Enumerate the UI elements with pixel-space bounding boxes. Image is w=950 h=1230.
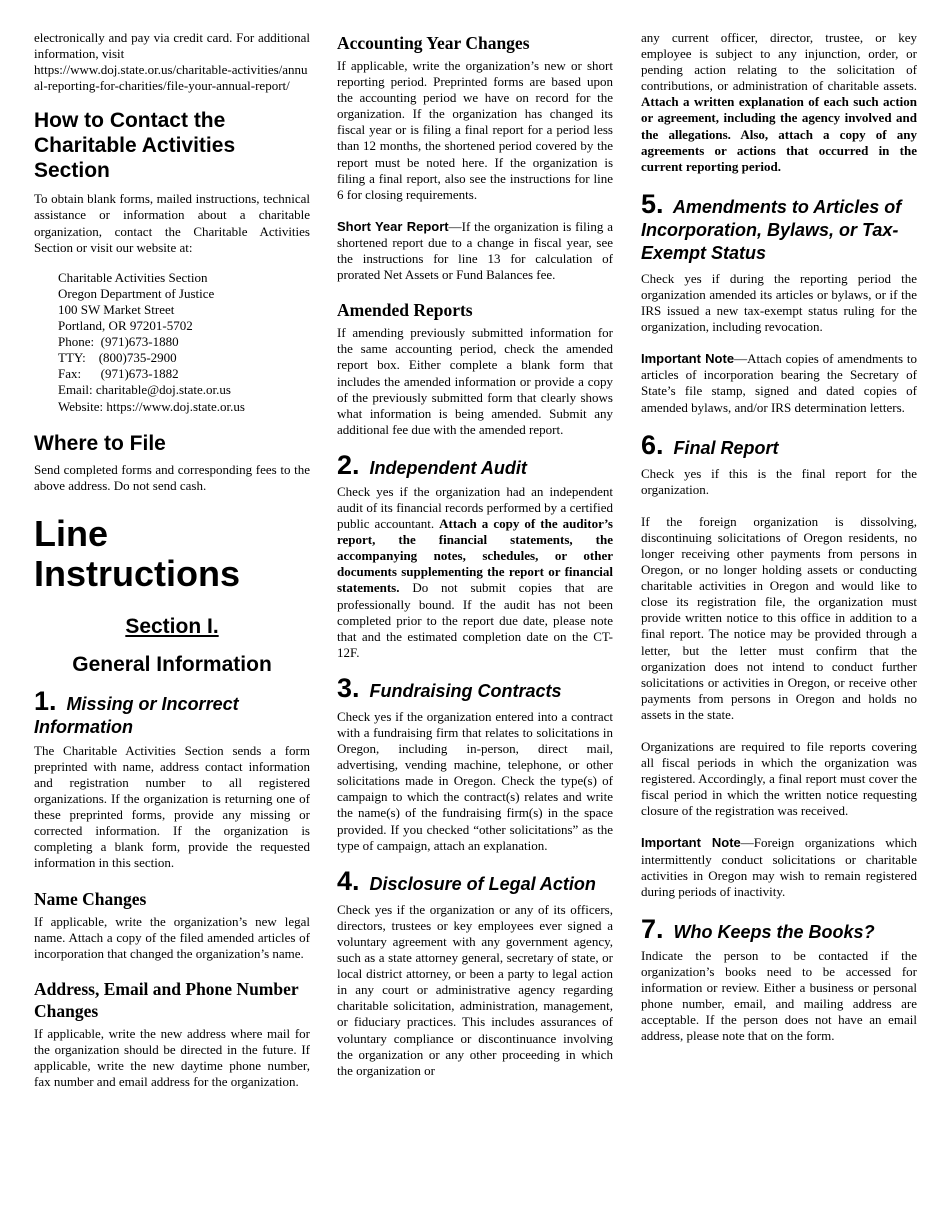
item6-heading: 6. Final Report: [641, 429, 779, 460]
item6-text-dissolving: If the foreign organization is dissolving, discontinuing solicitations of Oregon residents, no longer receiving other payments from persons in Oregon, or no longer holding assets or conducting charitable activities in Oregon and would like to close its registration file, the organization must provide written notice to this office in addition to a final report. The notice may be provided through a letter, but the letter must confirm that the organization does not intend to conduct further solicitations or activities in Oregon, or receive other payments from persons in Oregon and holds no assets in the state.: [641, 513, 917, 722]
address-line: Charitable Activities Section: [58, 269, 208, 285]
section-title: General Information: [72, 652, 272, 676]
address-block: [34, 270, 310, 415]
important-note-label: Important Note: [641, 351, 735, 367]
address-changes-heading: Address, Email and Phone Number Changes: [34, 978, 299, 1021]
item6-note: Important Note—Foreign organizations which intermittently conduct solicitations or charitable activities in Oregon may wish to remain registered during periods of inactivity.: [641, 835, 917, 899]
address-email: Email: charitable@doj.state.or.us: [58, 382, 231, 398]
important-note-label: Important Note: [641, 835, 741, 851]
item7-text: Indicate the person to be contacted if the organization’s books need to be accessed for information or review. Either a business or personal phone number, email, and mailing address are acceptable. If the person does not have an email address, please note that on the form.: [641, 947, 917, 1044]
item1-heading: 1. Missing or Incorrect Information: [34, 685, 239, 737]
where-to-file-heading: Where to File: [34, 431, 166, 455]
contact-text: To obtain blank forms, mailed instructions, technical assistance or information about a charitable organization, contact the Charitable Activities Section or visit our website at:: [34, 191, 310, 255]
accounting-heading: Accounting Year Changes: [337, 33, 530, 53]
amended-text: If amending previously submitted information for the same accounting period, check the amended report box. Either complete a blank form that includes the amended information or provide a copy of the previously submitted form that clearly shows what information is being amended. Submit any additional fee due with the amended report.: [337, 325, 613, 437]
item5-heading: 5. Amendments to Articles of Incorporation, Bylaws, or Tax-Exempt Status: [641, 188, 902, 263]
where-to-file-text: Send completed forms and corresponding fees to the above address. Do not send cash.: [34, 461, 310, 493]
item3-text: Check yes if the organization entered into a contract with a fundraising firm that relates to solicitations in Oregon, including in-person, direct mail, advertising, vending machine, telephone, or other solicitations made in Oregon. Check the type(s) of campaign to which the contract(s) relates and write the name(s) of the fundraising firm(s) in the space provided. If you checked “other solicitations” as the type of campaign, attach an explanation.: [337, 708, 613, 853]
item4-continued-text: any current officer, director, trustee, or key employee is subject to any injunction, order, or pending action relating to the solicitation of contributions, or administration of charitable assets. Attach a written explanation of each such action or agreement, including the agency involved and the allegations. Also, attach a copy of any agreements or actions that occurred in the current reporting period.: [641, 30, 917, 174]
item5-note: Important Note—Attach copies of amendments to articles of incorporation bearing the Secretary of State’s file stamp, signed and dated copies of amended bylaws, and/or IRS determination letters.: [641, 351, 917, 415]
column-middle: [337, 30, 613, 1079]
item6-text: Check yes if this is the final report for the organization.: [641, 465, 917, 497]
item7-heading: 7. Who Keeps the Books?: [641, 913, 875, 944]
item2-text: Check yes if the organization had an independent audit of its financial records performed by a certified public accountant. Attach a copy of the auditor’s report, the financial statements, the accompanying notes, schedules, or other documents supplementing the report or financial statements. Do not submit copies that are professionally bound. If the audit has not been completed prior to the report due date, please note that and the estimated completion date on the CT-12F.: [337, 483, 613, 660]
address-website: Website: https://www.doj.state.or.us: [58, 398, 245, 414]
name-changes-heading: Name Changes: [34, 888, 147, 909]
intro-text: electronically and pay via credit card. For additional information, visit: [34, 30, 310, 62]
address-tty: TTY: (800)735-2900: [58, 350, 177, 366]
accounting-text: If applicable, write the organization’s new or short reporting period. Preprinted forms are based upon the accounting period we have on record for the organization. If the organization has changed its fiscal year or is filing a final report for a period less than 12 months, the shortened period covered by the report must be noted here. If the organization is filing a final report, also see the instructions for line 6 for closing requirements.: [337, 58, 613, 202]
item4-text: Check yes if the organization or any of its officers, directors, trustees or key employees ever signed a voluntary agreement with any government agency, such as a state attorney general, secretary of state, or local district attorney, or been a party to legal action in any court or administrative agency regarding charitable solicitation, administration, management, or fiduciary practices. This includes assurances of voluntary compliance or discontinuance involving the organization or any other proceeding in which the organization or: [337, 901, 613, 1078]
line-instructions-heading: Line Instructions: [34, 512, 241, 594]
item2-heading: 2. Independent Audit: [337, 449, 527, 480]
column-left: [34, 30, 310, 1090]
item4-heading: 4. Disclosure of Legal Action: [337, 865, 596, 896]
item3-heading: 3. Fundraising Contracts: [337, 672, 562, 703]
item6-text-fiscal: Organizations are required to file reports covering all fiscal periods in which the organization was registered. Accordingly, a final report must cover the fiscal period in which the written notice requesting closure of the registration was received.: [641, 739, 917, 819]
amended-heading: Amended Reports: [337, 300, 473, 321]
address-phone: Phone: (971)673-1880: [58, 334, 179, 350]
address-fax: Fax: (971)673-1882: [58, 366, 179, 382]
name-changes-text: If applicable, write the organization’s new legal name. Attach a copy of the filed amended articles of incorporation that changed the organization’s name.: [34, 913, 310, 961]
contact-heading: How to Contact the Charitable Activities Section: [34, 109, 236, 183]
intro-url[interactable]: https://www.doj.state.or.us/charitable-activities/annual-reporting-for-charities/file-your-annual-report/: [34, 62, 308, 94]
short-year-paragraph: Short Year Report—If the organization is filing a shortened report due to a change in fiscal year, see the instructions for line 13 for calculation of prorated Net Assets or Fund Balances fee.: [337, 218, 614, 283]
item1-text: The Charitable Activities Section sends a form preprinted with name, address contact information and registration number to all registered organizations. If the organization is returning one of these preprinted forms, provide any missing or corrected information. If the organization is completing a blank form, provide the requested information in this section.: [34, 742, 310, 871]
address-line: Oregon Department of Justice: [58, 285, 215, 301]
short-year-label: Short Year Report: [337, 218, 449, 234]
address-changes-text: If applicable, write the new address where mail for the organization should be directed in the future. If applicable, write the new daytime phone number, fax number and email address for the organization.: [34, 1025, 310, 1090]
section-label: Section I.: [125, 614, 219, 638]
item5-text: Check yes if during the reporting period the organization amended its articles or bylaws, or if the IRS issued a new tax-exempt status ruling for the organization, including revocation.: [641, 270, 917, 335]
address-line: 100 SW Market Street: [58, 301, 175, 317]
column-right: [641, 30, 917, 1044]
address-line: Portland, OR 97201-5702: [58, 318, 193, 334]
